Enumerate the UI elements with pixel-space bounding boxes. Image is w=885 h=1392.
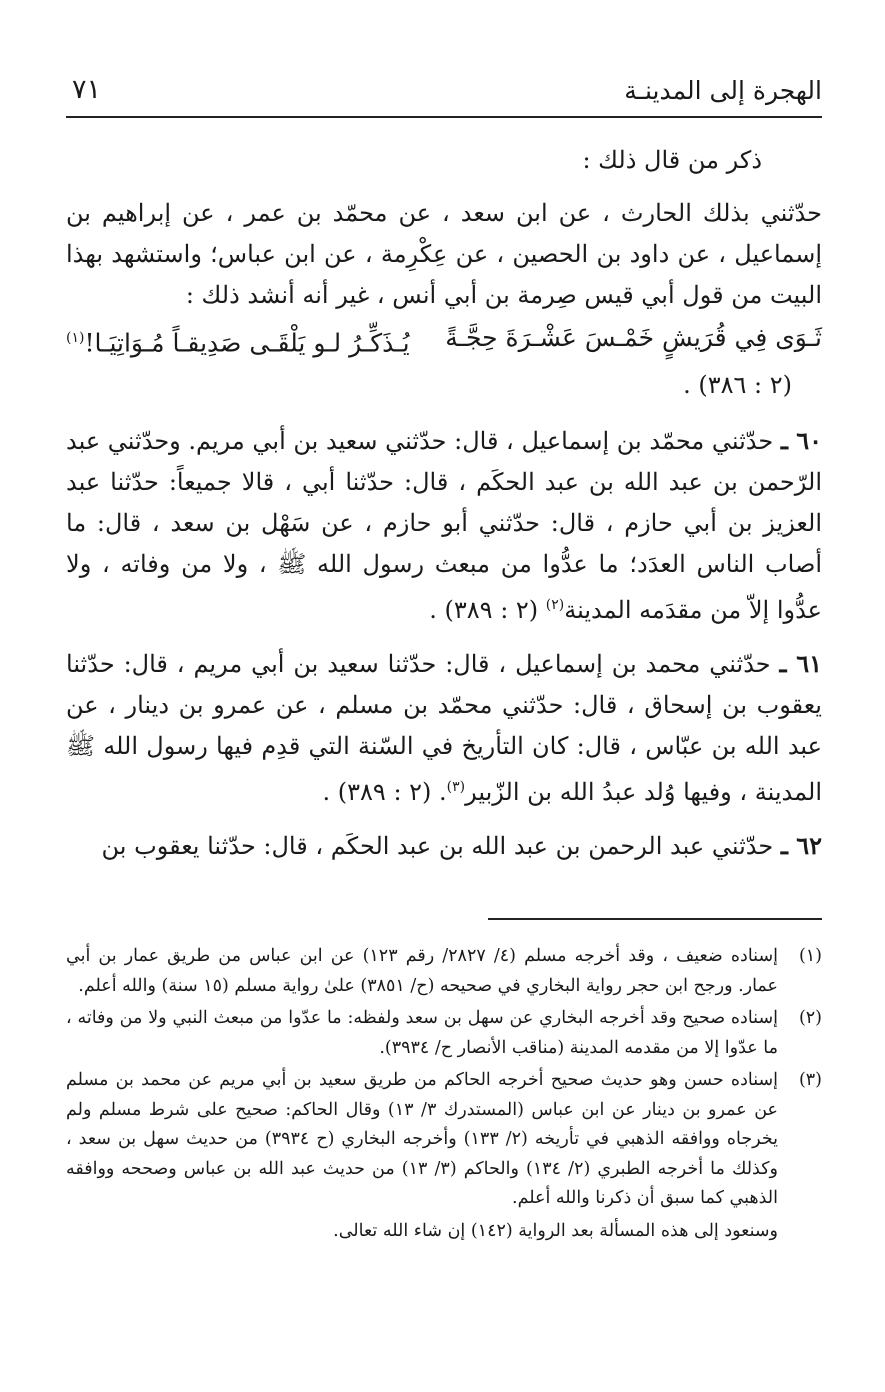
footnote-text: إسناده ضعيف ، وقد أخرجه مسلم (٤/ ٢٨٢٧/ رقم ١٢٣) عن ابن عباس من طريق عمار بن أبي عمار. ورجح ابن حجر رواية البخاري في صحيحه (ح/ ٣٨٥١) علىٰ رواية مسلم (١٥ سنة) والله أعلم. — [66, 946, 778, 996]
poem-reference: (٢ : ٣٨٦) . — [683, 371, 792, 400]
poem-second-hemistich — [66, 316, 410, 365]
footnote-ref: (٢) — [545, 597, 565, 614]
poem-second-hemistich-text: يُـذَكِّـرُ لـو يَلْقَـى صَدِيقـاً مُـوَاتِيَـا! — [84, 328, 410, 358]
narration-number: ٦٢ ـ — [780, 831, 822, 861]
section-heading: ذكر من قال ذلك : — [582, 146, 762, 174]
footnote — [66, 1004, 822, 1063]
footnote-ref: (١) — [66, 330, 85, 346]
chapter-title: الهجرة إلى المدينـة — [624, 76, 822, 105]
footnote — [66, 942, 822, 1001]
narration-paragraph — [66, 420, 822, 631]
footnotes-section — [66, 942, 822, 1246]
page-number: ٧١ — [72, 74, 102, 105]
narration-text: حدّثني محمد بن إسماعيل ، قال: حدّثنا سعيد بن أبي مريم ، قال: حدّثنا يعقوب بن إسحاق ، قال: حدّثني محمّد بن مسلم ، عن عمرو بن دينار ، عن عبد الله بن عبّاس ، قال: كان التأريخ في السّنة التي قدِم فيها رسول الله ﷺ المدينة ، وفيها وُلد عبدُ الله بن الزّبير — [66, 650, 822, 807]
narration-number: ٦١ ـ — [779, 649, 822, 679]
narration-number: ٦٠ ـ — [780, 426, 822, 456]
narration-paragraph — [66, 825, 822, 867]
footnote — [66, 1066, 822, 1214]
footnote-continuation: وسنعود إلى هذه المسألة بعد الرواية (١٤٢) إن شاء الله تعالى. — [333, 1220, 778, 1241]
footnote-marker: (٢) — [798, 1008, 822, 1028]
footnote-separator — [488, 918, 822, 920]
poem-verse — [66, 316, 822, 365]
narration-text: حدّثني عبد الرحمن بن عبد الله بن عبد الحكَم ، قال: حدّثنا يعقوب بن — [101, 832, 781, 861]
footnote-marker: (٣) — [798, 1070, 822, 1090]
footnote-text: إسناده حسن وهو حديث صحيح أخرجه الحاكم من طريق سعيد بن أبي مريم عن محمد بن مسلم عن عمرو بن دينار عن ابن عباس (المستدرك ٣/ ١٣) وقال الحاكم: صحيح على شرط مسلم ولم يخرجاه ووافقه الذهبي في تأريخه (٢/ ١٣٣) وأخرجه البخاري (ح ٣٩٣٤) من حديث سهل بن سعد ، وكذلك ما أخرجه الطبري (٢/ ١٣٤) والحاكم (٣/ ١٣) من حديث عبد الله بن عباس وصححه ووافقه الذهبي كما سبق أن ذكرنا والله أعلم. — [66, 1070, 778, 1208]
footnote-text: إسناده صحيح وقد أخرجه البخاري عن سهل بن سعد ولفظه: ما عدّوا من مبعث النبي ولا من وفاته ، ما عدّوا إلا من مقدمه المدينة (مناقب الأنصار ح/ ٣٩٣٤). — [66, 1008, 778, 1058]
narration-reference: (٢ : ٣٨٩) . — [429, 596, 546, 625]
narration-reference: . (٢ : ٣٨٩) . — [322, 778, 447, 807]
footnote-ref: (٣) — [446, 779, 466, 796]
main-text — [66, 140, 822, 879]
narration-paragraph — [66, 643, 822, 813]
poem-first-hemistich: ثَـوَى فِي قُرَيشٍ خَمْـسَ عَشْـرَةَ حِجَّـةً — [445, 323, 822, 352]
footnote-marker: (١) — [798, 946, 822, 966]
running-header — [66, 72, 822, 118]
intro-paragraph: حدّثني بذلك الحارث ، عن ابن سعد ، عن محمّد بن عمر ، عن إبراهيم بن إسماعيل ، عن داود بن الحصين ، عن عِكْرِمة ، عن ابن عباس؛ واستشهد بهذا البيت من قول أبي قيس صِرمة بن أبي أنس ، غير أنه أنشد ذلك : — [66, 199, 822, 309]
narration-text: حدّثني محمّد بن إسماعيل ، قال: حدّثني سعيد بن أبي مريم. وحدّثني عبد الرّحمن بن عبد الله بن عبد الحكَم ، قال: حدّثنا أبي ، قالا جميعاً: حدّثنا عبد العزيز بن أبي حازم ، قال: حدّثني أبو حازم ، عن سَهْل بن سعد ، قال: ما أصاب الناس العدَد؛ ما عدُّوا من مبعث رسول الله ﷺ ، ولا من وفاته ، ولا عدُّوا إلاّ من مقدَمه المدينة — [66, 427, 822, 625]
